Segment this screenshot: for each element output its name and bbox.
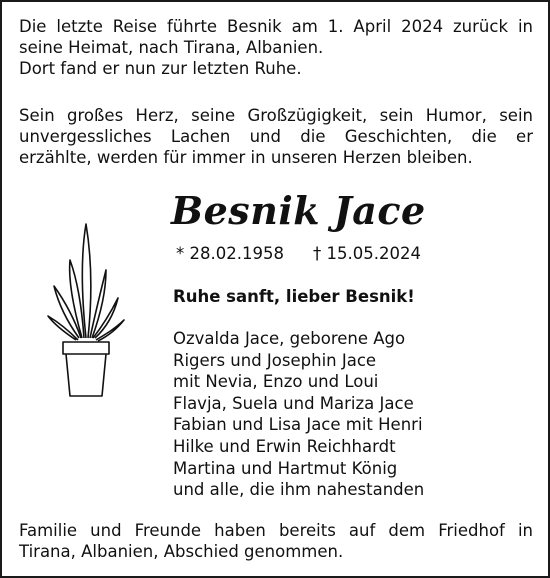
tribute-line: Sein großes Herz, seine Großzügigkeit, sein Humor, sein bbox=[19, 106, 533, 125]
list-item: Fabian und Lisa Jace mit Henri bbox=[173, 415, 423, 435]
farewell-message: Ruhe sanft, lieber Besnik! bbox=[173, 287, 415, 306]
list-item: Ozvalda Jace, geborene Ago bbox=[173, 329, 406, 348]
tribute-line: unvergessliches Lachen und die Geschichten, die er bbox=[19, 127, 533, 146]
intro-line: Dort fand er nun zur letzten Ruhe. bbox=[19, 59, 302, 78]
closing-paragraph bbox=[19, 520, 533, 562]
intro-line: seine Heimat, nach Tirana, Albanien. bbox=[19, 38, 324, 57]
intro-paragraph bbox=[19, 16, 533, 79]
deceased-name: Besnik Jace bbox=[171, 188, 426, 233]
list-item: Martina und Hartmut König bbox=[173, 458, 398, 478]
list-item: mit Nevia, Enzo und Loui bbox=[173, 372, 379, 392]
list-item: Rigers und Josephin Jace bbox=[173, 350, 377, 370]
closing-line: Tirana, Albanien, Abschied genommen. bbox=[19, 542, 344, 561]
birth-date: * 28.02.1958 bbox=[176, 244, 284, 263]
intro-line: Die letzte Reise führte Besnik am 1. April 2024 zurück in bbox=[19, 17, 533, 36]
list-item: Hilke und Erwin Reichhardt bbox=[173, 436, 396, 456]
closing-line: Familie und Freunde haben bereits auf dem Friedhof in bbox=[19, 521, 533, 540]
tribute-line: erzählte, werden für immer in unseren Herzen bleiben. bbox=[19, 148, 473, 167]
potted-plant-icon bbox=[46, 220, 126, 410]
list-item: Flavja, Suela und Mariza Jace bbox=[173, 393, 414, 413]
mourners-list bbox=[173, 328, 424, 501]
tribute-paragraph bbox=[19, 105, 533, 168]
list-item: und alle, die ihm nahestanden bbox=[173, 480, 425, 500]
death-date: † 15.05.2024 bbox=[313, 244, 421, 263]
